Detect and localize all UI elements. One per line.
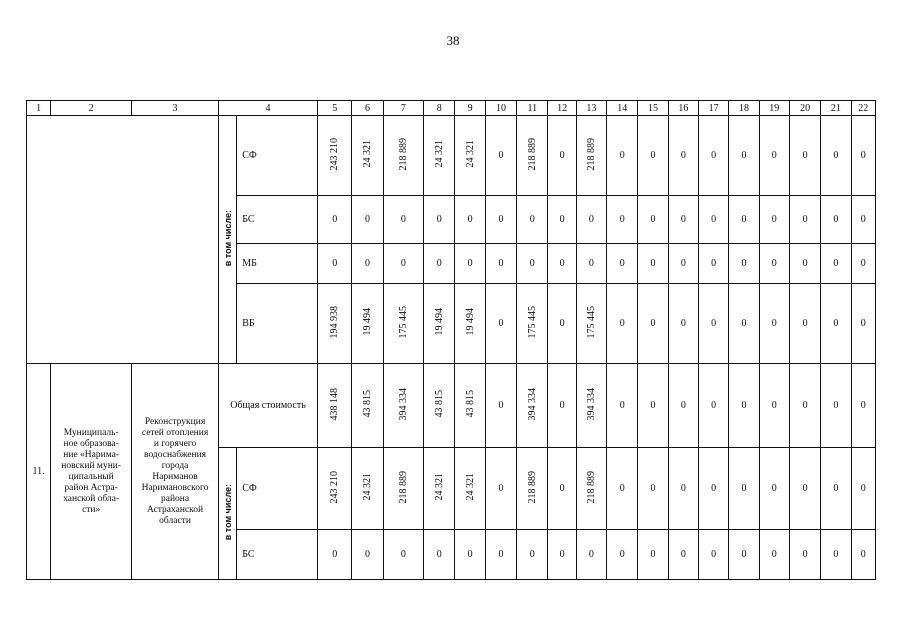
header-cell: 11	[517, 101, 548, 116]
value-text: 0	[559, 400, 565, 411]
value-text: 0	[365, 549, 371, 560]
value-cell	[517, 244, 548, 284]
value-text: 0	[711, 400, 717, 411]
value-cell	[383, 448, 423, 530]
value-text: 0	[650, 483, 656, 494]
value-cell	[638, 244, 668, 284]
value-text: 0	[802, 150, 808, 161]
header-cell: 7	[383, 101, 423, 116]
value-text: 0	[650, 400, 656, 411]
value-text: 43 815	[464, 390, 476, 418]
value-cell	[383, 116, 423, 196]
value-cell	[383, 530, 423, 580]
value-cell	[821, 364, 851, 448]
value-cell	[576, 244, 606, 284]
value-cell	[576, 364, 606, 448]
value-text: 0	[498, 483, 504, 494]
value-text: 218 889	[397, 137, 409, 171]
value-text: 0	[332, 549, 338, 560]
value-text: 0	[498, 214, 504, 225]
value-cell	[607, 244, 638, 284]
value-cell	[821, 196, 851, 244]
value-text: 0	[498, 400, 504, 411]
value-text: 0	[680, 150, 686, 161]
value-cell	[668, 364, 698, 448]
value-text: 0	[467, 258, 473, 269]
value-text: 0	[619, 483, 625, 494]
value-text: 0	[498, 258, 504, 269]
value-cell	[318, 284, 352, 364]
value-cell	[729, 196, 759, 244]
value-text: 0	[365, 258, 371, 269]
header-cell: 19	[759, 101, 789, 116]
value-cell	[607, 530, 638, 580]
value-text: 0	[436, 214, 442, 225]
value-cell	[607, 448, 638, 530]
value-cell	[759, 244, 789, 284]
header-cell: 1	[27, 101, 51, 116]
header-cell: 21	[821, 101, 851, 116]
header-cell: 10	[485, 101, 516, 116]
value-cell	[699, 530, 729, 580]
value-text: 0	[860, 214, 866, 225]
value-cell	[821, 284, 851, 364]
value-cell	[548, 244, 576, 284]
header-cell: 4	[219, 101, 318, 116]
value-cell	[759, 116, 789, 196]
value-cell	[485, 244, 516, 284]
value-text: 0	[711, 549, 717, 560]
value-cell	[851, 244, 875, 284]
value-cell	[485, 364, 516, 448]
value-text: 218 889	[526, 137, 538, 171]
value-text: 0	[711, 258, 717, 269]
value-cell	[729, 284, 759, 364]
value-cell	[383, 284, 423, 364]
value-text: 0	[529, 258, 535, 269]
value-text: 24 321	[433, 473, 445, 501]
value-text: 0	[860, 400, 866, 411]
value-cell	[455, 244, 485, 284]
value-cell	[759, 364, 789, 448]
value-text: 175 445	[397, 305, 409, 339]
value-cell	[668, 116, 698, 196]
value-cell	[318, 364, 352, 448]
value-cell	[668, 244, 698, 284]
value-text: 0	[619, 400, 625, 411]
value-cell	[352, 364, 383, 448]
value-cell	[729, 364, 759, 448]
value-cell	[485, 196, 516, 244]
value-text: 0	[650, 549, 656, 560]
funding-source-label: МБ	[237, 244, 318, 284]
value-text: 0	[559, 258, 565, 269]
header-row	[27, 101, 876, 116]
value-cell	[455, 196, 485, 244]
value-cell	[759, 448, 789, 530]
value-cell	[517, 284, 548, 364]
value-cell	[517, 196, 548, 244]
value-cell	[455, 530, 485, 580]
value-cell	[699, 196, 729, 244]
total-cost-label: Общая стоимость	[219, 364, 318, 448]
empty-cell	[27, 116, 219, 364]
value-text: 0	[860, 483, 866, 494]
value-cell	[638, 364, 668, 448]
value-text: 0	[860, 150, 866, 161]
value-text: 0	[400, 214, 406, 225]
value-cell	[638, 196, 668, 244]
header-cell: 9	[455, 101, 485, 116]
value-text: 218 889	[526, 470, 538, 504]
value-cell	[607, 116, 638, 196]
value-text: 0	[588, 258, 594, 269]
header-cell: 2	[51, 101, 132, 116]
value-cell	[821, 116, 851, 196]
value-cell	[455, 364, 485, 448]
value-text: 0	[741, 400, 747, 411]
value-cell	[318, 116, 352, 196]
value-text: 0	[860, 258, 866, 269]
header-cell: 17	[699, 101, 729, 116]
value-text: 0	[741, 258, 747, 269]
value-cell	[638, 116, 668, 196]
value-text: 0	[771, 214, 777, 225]
value-text: 0	[680, 258, 686, 269]
value-text: 243 210	[329, 470, 341, 504]
value-cell	[318, 244, 352, 284]
value-text: 0	[559, 483, 565, 494]
value-text: 0	[498, 318, 504, 329]
value-cell	[352, 196, 383, 244]
value-cell	[576, 284, 606, 364]
value-cell	[607, 364, 638, 448]
value-text: 0	[619, 318, 625, 329]
value-cell	[424, 244, 455, 284]
value-cell	[789, 196, 820, 244]
value-text: 0	[711, 318, 717, 329]
value-text: 0	[529, 549, 535, 560]
value-cell	[548, 530, 576, 580]
value-cell	[383, 196, 423, 244]
value-cell	[789, 364, 820, 448]
value-cell	[699, 116, 729, 196]
value-cell	[851, 284, 875, 364]
value-text: 0	[650, 214, 656, 225]
value-cell	[352, 284, 383, 364]
value-text: 19 494	[362, 308, 374, 336]
value-text: 175 445	[526, 305, 538, 339]
value-text: 0	[771, 150, 777, 161]
value-cell	[851, 530, 875, 580]
value-text: 0	[711, 150, 717, 161]
value-cell	[352, 244, 383, 284]
value-text: 0	[467, 549, 473, 560]
value-text: 0	[365, 214, 371, 225]
value-text: 0	[741, 150, 747, 161]
value-cell	[424, 284, 455, 364]
value-text: 0	[588, 214, 594, 225]
value-cell	[455, 284, 485, 364]
value-text: 0	[650, 318, 656, 329]
value-text: 0	[802, 214, 808, 225]
value-cell	[383, 364, 423, 448]
table-row	[27, 364, 876, 448]
project-name: Реконструкция сетей отопления и горячего водоснабжения города Нариманов Наримановского района Астраханской области	[132, 364, 219, 580]
header-cell: 13	[576, 101, 606, 116]
value-text: 0	[680, 400, 686, 411]
header-cell: 15	[638, 101, 668, 116]
value-text: 19 494	[433, 308, 445, 336]
header-cell: 5	[318, 101, 352, 116]
organization-name: Муниципаль- ное образова- ние «Нарима- новский муни- ципальный район Астра- ханской обла- сти»	[51, 364, 132, 580]
value-text: 0	[771, 483, 777, 494]
value-text: 0	[619, 258, 625, 269]
value-cell	[548, 284, 576, 364]
funding-source-label: БС	[237, 196, 318, 244]
value-cell	[759, 196, 789, 244]
value-cell	[821, 530, 851, 580]
value-cell	[759, 284, 789, 364]
value-text: 175 445	[585, 305, 597, 339]
value-text: 394 334	[585, 387, 597, 421]
value-text: 0	[860, 318, 866, 329]
value-cell	[729, 448, 759, 530]
value-text: 0	[650, 150, 656, 161]
value-text: 0	[771, 549, 777, 560]
header-cell: 16	[668, 101, 698, 116]
value-cell	[517, 116, 548, 196]
value-text: 0	[467, 214, 473, 225]
value-cell	[576, 448, 606, 530]
value-text: 0	[559, 150, 565, 161]
header-cell: 18	[729, 101, 759, 116]
funding-source-label: СФ	[237, 116, 318, 196]
value-cell	[576, 196, 606, 244]
vertical-label-cell	[219, 448, 237, 580]
value-text: 0	[436, 549, 442, 560]
value-text: 0	[332, 258, 338, 269]
value-cell	[318, 530, 352, 580]
value-text: 0	[860, 549, 866, 560]
value-cell	[548, 196, 576, 244]
value-text: 0	[711, 483, 717, 494]
value-cell	[729, 530, 759, 580]
value-cell	[699, 284, 729, 364]
value-cell	[548, 116, 576, 196]
value-cell	[607, 196, 638, 244]
value-cell	[455, 116, 485, 196]
value-text: 0	[833, 400, 839, 411]
value-cell	[668, 196, 698, 244]
header-cell: 22	[851, 101, 875, 116]
funding-source-label: БС	[237, 530, 318, 580]
value-cell	[455, 448, 485, 530]
value-cell	[517, 530, 548, 580]
value-text: 218 889	[585, 470, 597, 504]
value-cell	[851, 196, 875, 244]
value-text: 24 321	[433, 140, 445, 168]
header-cell: 12	[548, 101, 576, 116]
value-text: 0	[711, 214, 717, 225]
value-text: 0	[833, 483, 839, 494]
value-cell	[424, 364, 455, 448]
vertical-label: в том числе:	[222, 483, 233, 541]
value-text: 0	[559, 318, 565, 329]
value-text: 0	[802, 258, 808, 269]
vertical-label-cell	[219, 116, 237, 364]
value-text: 438 148	[329, 387, 341, 421]
value-cell	[729, 244, 759, 284]
value-cell	[638, 530, 668, 580]
value-cell	[789, 448, 820, 530]
value-cell	[789, 244, 820, 284]
value-cell	[424, 196, 455, 244]
value-text: 0	[802, 549, 808, 560]
value-cell	[517, 448, 548, 530]
value-text: 43 815	[362, 390, 374, 418]
value-text: 0	[833, 258, 839, 269]
funding-source-label: ВБ	[237, 284, 318, 364]
header-cell: 8	[424, 101, 455, 116]
value-text: 0	[436, 258, 442, 269]
vertical-label: в том числе:	[222, 209, 233, 267]
value-text: 243 210	[329, 137, 341, 171]
budget-table	[26, 100, 876, 580]
value-text: 0	[771, 258, 777, 269]
funding-source-label: СФ	[237, 448, 318, 530]
value-cell	[789, 284, 820, 364]
value-text: 0	[400, 258, 406, 269]
value-text: 218 889	[397, 470, 409, 504]
value-text: 0	[833, 318, 839, 329]
value-text: 0	[332, 214, 338, 225]
value-cell	[789, 530, 820, 580]
value-cell	[699, 448, 729, 530]
value-cell	[821, 448, 851, 530]
value-text: 43 815	[433, 390, 445, 418]
value-text: 24 321	[362, 140, 374, 168]
value-text: 0	[650, 258, 656, 269]
value-cell	[699, 364, 729, 448]
value-cell	[821, 244, 851, 284]
value-text: 0	[741, 549, 747, 560]
value-cell	[668, 448, 698, 530]
header-cell: 14	[607, 101, 638, 116]
value-text: 394 334	[397, 387, 409, 421]
value-text: 19 494	[464, 308, 476, 336]
value-cell	[485, 116, 516, 196]
value-cell	[729, 116, 759, 196]
value-text: 0	[833, 549, 839, 560]
value-text: 0	[680, 483, 686, 494]
value-cell	[668, 530, 698, 580]
value-text: 0	[680, 214, 686, 225]
value-cell	[383, 244, 423, 284]
value-text: 0	[619, 549, 625, 560]
value-text: 0	[588, 549, 594, 560]
value-cell	[576, 530, 606, 580]
value-cell	[851, 448, 875, 530]
value-cell	[851, 116, 875, 196]
value-cell	[485, 284, 516, 364]
value-text: 0	[619, 214, 625, 225]
header-cell: 6	[352, 101, 383, 116]
value-text: 0	[619, 150, 625, 161]
value-text: 394 334	[526, 387, 538, 421]
value-text: 0	[771, 318, 777, 329]
value-cell	[638, 448, 668, 530]
value-cell	[318, 196, 352, 244]
value-text: 0	[680, 549, 686, 560]
value-cell	[638, 284, 668, 364]
row-number: 11.	[27, 364, 51, 580]
value-text: 0	[559, 214, 565, 225]
header-cell: 3	[132, 101, 219, 116]
value-cell	[548, 364, 576, 448]
value-text: 0	[741, 483, 747, 494]
value-cell	[517, 364, 548, 448]
value-text: 24 321	[464, 140, 476, 168]
value-text: 194 938	[329, 305, 341, 339]
value-text: 0	[741, 318, 747, 329]
value-cell	[352, 530, 383, 580]
value-cell	[352, 116, 383, 196]
value-text: 0	[680, 318, 686, 329]
value-cell	[759, 530, 789, 580]
value-text: 24 321	[464, 473, 476, 501]
value-text: 0	[771, 400, 777, 411]
value-cell	[576, 116, 606, 196]
value-cell	[668, 284, 698, 364]
value-text: 0	[833, 214, 839, 225]
value-text: 0	[802, 483, 808, 494]
value-cell	[699, 244, 729, 284]
value-cell	[789, 116, 820, 196]
table-row	[27, 116, 876, 196]
value-cell	[318, 448, 352, 530]
value-text: 0	[741, 214, 747, 225]
value-text: 24 321	[362, 473, 374, 501]
value-cell	[851, 364, 875, 448]
value-text: 0	[529, 214, 535, 225]
value-cell	[352, 448, 383, 530]
value-text: 0	[802, 400, 808, 411]
value-text: 0	[400, 549, 406, 560]
value-text: 0	[833, 150, 839, 161]
value-cell	[424, 448, 455, 530]
value-cell	[424, 116, 455, 196]
value-text: 0	[498, 549, 504, 560]
value-text: 218 889	[585, 137, 597, 171]
value-text: 0	[498, 150, 504, 161]
value-cell	[607, 284, 638, 364]
value-cell	[424, 530, 455, 580]
value-cell	[548, 448, 576, 530]
header-cell: 20	[789, 101, 820, 116]
page-number: 38	[446, 33, 460, 48]
value-cell	[485, 448, 516, 530]
value-text: 0	[802, 318, 808, 329]
value-cell	[485, 530, 516, 580]
value-text: 0	[559, 549, 565, 560]
